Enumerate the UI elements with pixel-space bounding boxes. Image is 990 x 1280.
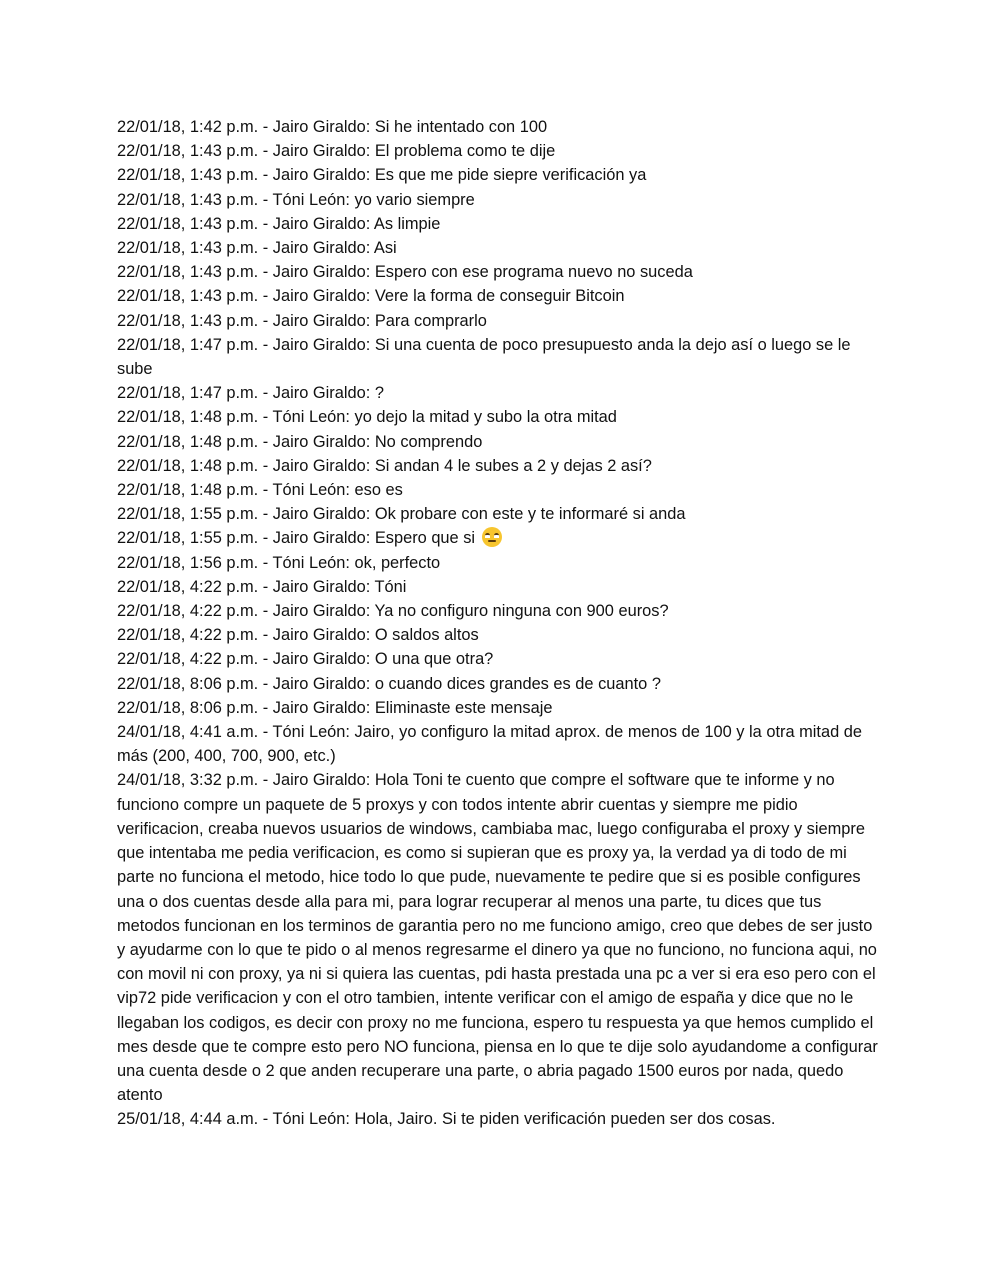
chat-line: 22/01/18, 1:43 p.m. - Jairo Giraldo: El problema como te dije [117,142,556,161]
chat-line: 22/01/18, 8:06 p.m. - Jairo Giraldo: o cuando dices grandes es de cuanto ? [117,674,661,693]
chat-line: 22/01/18, 1:48 p.m. - Tóni León: yo dejo la mitad y subo la otra mitad [117,408,617,427]
chat-line: 22/01/18, 1:43 p.m. - Jairo Giraldo: Para comprarlo [117,311,487,330]
chat-line: 22/01/18, 1:48 p.m. - Jairo Giraldo: No comprendo [117,432,483,451]
chat-line: 22/01/18, 8:06 p.m. - Jairo Giraldo: Eliminaste este mensaje [117,698,553,717]
chat-line: 24/01/18, 4:41 a.m. - Tóni León: Jairo, yo configuro la mitad aprox. de menos de 100 y la otra mitad de más (200, 400, 700, 900, etc.) [117,723,862,766]
chat-line: 22/01/18, 1:47 p.m. - Jairo Giraldo: ? [117,384,384,403]
chat-line: 22/01/18, 1:55 p.m. - Jairo Giraldo: Ok probare con este y te informaré si anda [117,505,686,524]
chat-line: 22/01/18, 1:48 p.m. - Tóni León: eso es [117,481,403,500]
chat-line: 22/01/18, 1:43 p.m. - Jairo Giraldo: Espero con ese programa nuevo no suceda [117,263,693,282]
chat-log [117,115,882,1132]
chat-line: 22/01/18, 1:43 p.m. - Jairo Giraldo: Vere la forma de conseguir Bitcoin [117,287,625,306]
chat-line: 22/01/18, 1:47 p.m. - Jairo Giraldo: Si una cuenta de poco presupuesto anda la dejo así o luego se le sube [117,335,851,379]
chat-line: 25/01/18, 4:44 a.m. - Tóni León: Hola, Jairo. Si te piden verificación pueden ser dos cosas. [117,1110,776,1129]
chat-line: 22/01/18, 1:56 p.m. - Tóni León: ok, perfecto [117,553,441,572]
chat-line: 22/01/18, 4:22 p.m. - Jairo Giraldo: O una que otra? [117,650,494,669]
chat-line: 22/01/18, 4:22 p.m. - Jairo Giraldo: O saldos altos [117,626,479,645]
face-with-rolling-eyes-icon [482,527,502,547]
chat-line: 22/01/18, 1:43 p.m. - Jairo Giraldo: As limpie [117,214,441,233]
chat-line: 24/01/18, 3:32 p.m. - Jairo Giraldo: Hola Toni te cuento que compre el software que te informe y no funciono compre un paquete de 5 proxys y con todos intente abrir cuentas y siempre me pidio verificacion, creaba nuevos usuarios de windows, cambiaba mac, luego configuraba el proxy y siempre que intentaba me pedia verificacion, es como si supieran que es proxy ya, la verdad ya di todo de mi parte no funciona el metodo, hice todo lo que pude, nuevamente te pedire que si es posible configures una o dos cuentas desde alla para mi, para lograr recuperar al menos una parte, tu dices que tus metodos funcionan en los terminos de garantia pero no me funciono amigo, creo que debes de ser justo y ayudarme con lo que te pido o al menos regresarme el dinero ya que no funciono, no funciona aqui, no con movil ni con proxy, ya ni si quiera las cuentas, pdi hasta prestada una pc a ver si era eso pero con el vip72 pide verificacion y con el otro tambien, intente verificar con el amigo de españa y dice que no le llegaban los codigos, es decir con proxy no me funciona, espero tu respuesta ya que hemos cumplido el mes desde que te compre esto pero NO funciona, piensa en lo que te dije solo ayudandome a configurar una cuenta desde o 2 que anden recuperare una parte, o abria pagado 1500 euros por nada, quedo atento [117,771,878,1105]
chat-line [117,526,882,550]
chat-line: 22/01/18, 4:22 p.m. - Jairo Giraldo: Ya no configuro ninguna con 900 euros? [117,602,669,621]
chat-line-text: 22/01/18, 1:55 p.m. - Jairo Giraldo: Espero que si [117,529,476,548]
chat-line: 22/01/18, 1:48 p.m. - Jairo Giraldo: Si andan 4 le subes a 2 y dejas 2 así? [117,456,652,475]
chat-line: 22/01/18, 4:22 p.m. - Jairo Giraldo: Tóni [117,577,407,596]
chat-line: 22/01/18, 1:42 p.m. - Jairo Giraldo: Si he intentado con 100 [117,118,548,136]
chat-line: 22/01/18, 1:43 p.m. - Jairo Giraldo: Asi [117,239,397,258]
chat-line: 22/01/18, 1:43 p.m. - Tóni León: yo vario siempre [117,190,475,209]
chat-line: 22/01/18, 1:43 p.m. - Jairo Giraldo: Es que me pide sieprе verificación ya [117,166,647,185]
